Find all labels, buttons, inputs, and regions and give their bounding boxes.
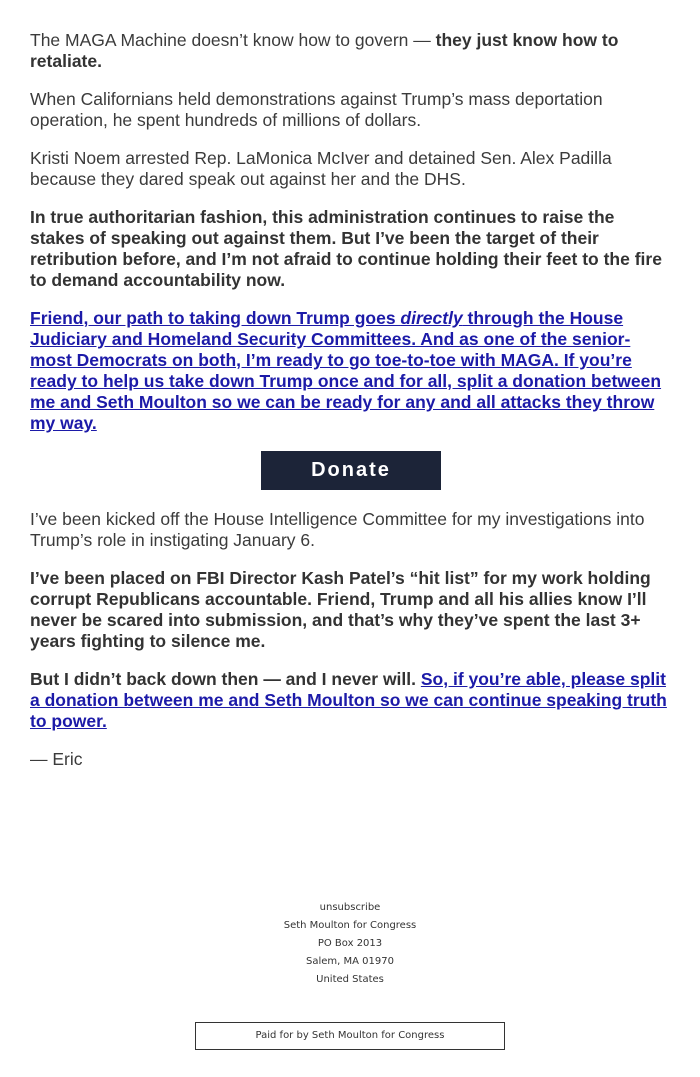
link-text-after: through the House Judiciary and Homeland Security Committees. And as one of the senior-most Democrats on both, I’m ready to go toe-to-toe with MAGA. If you’re ready to help us take down Trump once and for all, split a donation between me and Seth Moulton so we can be ready for any and all attacks they throw my way.: [30, 308, 662, 433]
intro-bold-text: they just know how to retaliate.: [30, 30, 619, 71]
email-body: [30, 30, 672, 787]
link-text-emphasis: directly: [400, 308, 463, 328]
footer-org: Seth Moulton for Congress: [283, 920, 417, 931]
intro-text: The MAGA Machine doesn’t know how to govern —: [30, 30, 436, 50]
footer-city: Salem, MA 01970: [306, 956, 394, 967]
paragraph-noem: Kristi Noem arrested Rep. LaMonica McIver and detained Sen. Alex Padilla because they dared speak out against her and the DHS.: [30, 148, 612, 189]
signoff: — Eric: [30, 749, 83, 769]
closing-bold-text: But I didn’t back down then — and I never will.: [30, 669, 421, 689]
paragraph-intelligence-committee: I’ve been kicked off the House Intelligence Committee for my investigations into Trump’s role in instigating January 6.: [30, 509, 645, 550]
paid-for-disclaimer: Paid for by Seth Moulton for Congress: [195, 1022, 505, 1050]
donate-button-container: [30, 451, 672, 490]
donate-appeal-link[interactable]: [30, 308, 661, 433]
email-footer: [0, 899, 700, 989]
footer-po-box: PO Box 2013: [317, 938, 383, 949]
paragraph-donate-link: [30, 308, 672, 434]
paragraph-intro: [30, 30, 672, 72]
link-text-before: Friend, our path to taking down Trump goes: [30, 308, 401, 328]
paragraph-hit-list: I’ve been placed on FBI Director Kash Patel’s “hit list” for my work holding corrupt Republicans accountable. Friend, Trump and all his allies know I’ll never be scared into submission, and that’s why they’ve spent the last 3+ years fighting to silence me.: [30, 568, 651, 651]
footer-country: United States: [316, 974, 384, 985]
unsubscribe-link[interactable]: unsubscribe: [319, 902, 381, 913]
paragraph-closing-appeal: [30, 669, 672, 732]
paragraph-authoritarian: In true authoritarian fashion, this administration continues to raise the stakes of speaking out against them. But I’ve been the target of their retribution before, and I’m not afraid to continue holding their feet to the fire to demand accountability now.: [30, 207, 662, 290]
closing-donate-link[interactable]: So, if you’re able, please split a donation between me and Seth Moulton so we can continue speaking truth to power.: [30, 669, 667, 731]
paragraph-california: When Californians held demonstrations against Trump’s mass deportation operation, he spent hundreds of millions of dollars.: [30, 89, 603, 130]
donate-button[interactable]: Donate: [261, 451, 441, 490]
